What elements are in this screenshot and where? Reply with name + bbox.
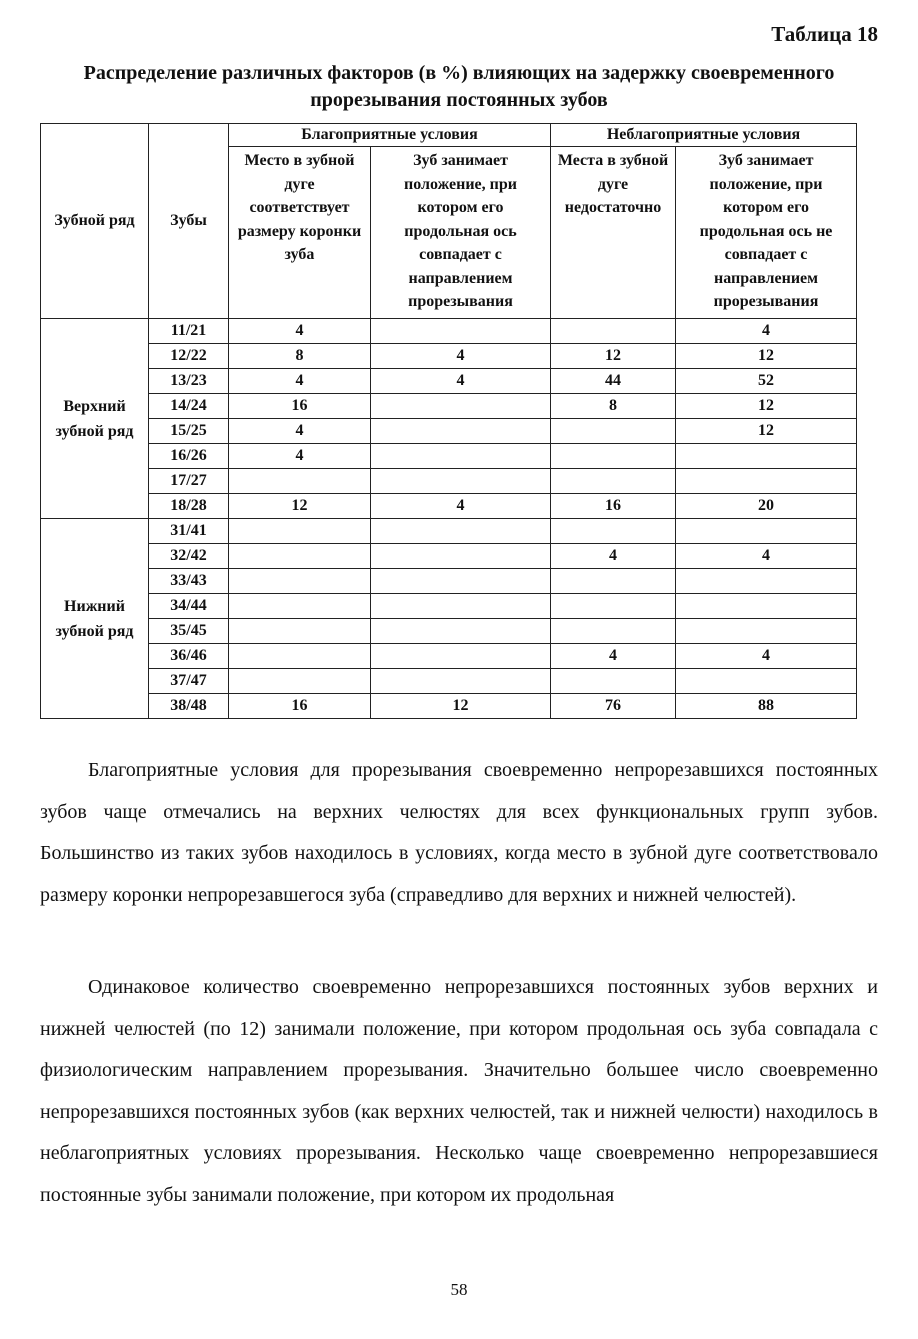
upper-jaw-rows bbox=[41, 319, 857, 519]
table-row bbox=[41, 444, 857, 469]
table-row bbox=[41, 619, 857, 644]
value-cell: 44 bbox=[551, 369, 676, 394]
value-cell bbox=[551, 319, 676, 344]
value-cell: 4 bbox=[229, 319, 371, 344]
value-cell: 16 bbox=[229, 694, 371, 719]
value-cell: 4 bbox=[371, 369, 551, 394]
value-cell bbox=[551, 569, 676, 594]
table-row bbox=[41, 469, 857, 494]
value-cell bbox=[551, 619, 676, 644]
value-cell: 4 bbox=[229, 419, 371, 444]
value-cell bbox=[371, 594, 551, 619]
value-cell bbox=[676, 619, 857, 644]
teeth-cell: 35/45 bbox=[149, 619, 229, 644]
teeth-cell: 36/46 bbox=[149, 644, 229, 669]
value-cell: 4 bbox=[676, 644, 857, 669]
value-cell bbox=[551, 444, 676, 469]
table-row bbox=[41, 494, 857, 519]
value-cell bbox=[551, 519, 676, 544]
value-cell bbox=[371, 419, 551, 444]
value-cell bbox=[676, 669, 857, 694]
teeth-cell: 16/26 bbox=[149, 444, 229, 469]
value-cell: 76 bbox=[551, 694, 676, 719]
teeth-cell: 32/42 bbox=[149, 544, 229, 569]
value-cell bbox=[371, 319, 551, 344]
value-cell bbox=[371, 469, 551, 494]
table-row bbox=[41, 394, 857, 419]
table-row bbox=[41, 694, 857, 719]
table-row bbox=[41, 344, 857, 369]
value-cell bbox=[229, 519, 371, 544]
value-cell bbox=[229, 669, 371, 694]
value-cell: 16 bbox=[229, 394, 371, 419]
jaw-group-label: Нижний зубной ряд bbox=[41, 519, 149, 719]
value-cell: 12 bbox=[229, 494, 371, 519]
value-cell bbox=[371, 394, 551, 419]
table-row bbox=[41, 594, 857, 619]
header-space-fits: Место в зубной дуге соответствует размеру коронки зуба bbox=[229, 147, 371, 319]
value-cell bbox=[371, 669, 551, 694]
value-cell: 16 bbox=[551, 494, 676, 519]
teeth-cell: 15/25 bbox=[149, 419, 229, 444]
value-cell: 8 bbox=[551, 394, 676, 419]
table-row bbox=[41, 519, 857, 544]
value-cell: 20 bbox=[676, 494, 857, 519]
value-cell bbox=[371, 519, 551, 544]
teeth-cell: 11/21 bbox=[149, 319, 229, 344]
value-cell: 12 bbox=[676, 344, 857, 369]
value-cell bbox=[551, 419, 676, 444]
header-axis-mismatch: Зуб занимает положение, при котором его продольная ось не совпадает с направлением прорезывания bbox=[676, 147, 857, 319]
teeth-cell: 14/24 bbox=[149, 394, 229, 419]
value-cell bbox=[371, 619, 551, 644]
paragraph-1: Благоприятные условия для прорезывания своевременно непрорезавшихся постоянных зубов чаще отмечались на верхних челюстях для всех функциональных групп зубов. Большинство из таких зубов находилось в условиях, когда место в зубной дуге соответствовало размеру коронки непрорезавшегося зуба (справедливо для верхних и нижней челюстей). bbox=[40, 759, 878, 906]
value-cell: 4 bbox=[676, 319, 857, 344]
distribution-table bbox=[40, 123, 857, 719]
value-cell bbox=[371, 644, 551, 669]
paragraph-2: Одинаковое количество своевременно непрорезавшихся постоянных зубов верхних и нижней челюстей (по 12) занимали положение, при котором продольная ось зуба совпадала с физиологическим направлением прорезывания. Значительно большее число своевременно непрорезавшихся постоянных зубов (как верхних челюстей, так и нижней челюсти) находилось в неблагоприятных условиях прорезывания. Несколько чаще своевременно непрорезавшиеся постоянные зубы занимали положение, при котором их продольная bbox=[40, 976, 878, 1206]
value-cell: 12 bbox=[676, 419, 857, 444]
value-cell bbox=[676, 444, 857, 469]
header-favorable-group: Благоприятные условия bbox=[229, 124, 551, 147]
value-cell bbox=[676, 594, 857, 619]
value-cell bbox=[371, 544, 551, 569]
value-cell bbox=[229, 619, 371, 644]
table-row bbox=[41, 569, 857, 594]
value-cell: 4 bbox=[551, 644, 676, 669]
value-cell: 4 bbox=[371, 494, 551, 519]
teeth-cell: 31/41 bbox=[149, 519, 229, 544]
value-cell bbox=[551, 669, 676, 694]
page-number: 58 bbox=[450, 1280, 468, 1299]
value-cell: 4 bbox=[229, 444, 371, 469]
value-cell: 4 bbox=[676, 544, 857, 569]
value-cell: 4 bbox=[229, 369, 371, 394]
value-cell: 12 bbox=[676, 394, 857, 419]
value-cell bbox=[676, 569, 857, 594]
teeth-cell: 12/22 bbox=[149, 344, 229, 369]
value-cell: 8 bbox=[229, 344, 371, 369]
value-cell bbox=[676, 519, 857, 544]
teeth-cell: 38/48 bbox=[149, 694, 229, 719]
teeth-cell: 17/27 bbox=[149, 469, 229, 494]
value-cell bbox=[229, 594, 371, 619]
value-cell: 4 bbox=[551, 544, 676, 569]
table-caption: Распределение различных факторов (в %) влияющих на задержку своевременного прорезывания постоянных зубов bbox=[83, 62, 835, 111]
value-cell bbox=[229, 644, 371, 669]
table-row bbox=[41, 669, 857, 694]
value-cell: 12 bbox=[371, 694, 551, 719]
teeth-cell: 33/43 bbox=[149, 569, 229, 594]
value-cell bbox=[229, 469, 371, 494]
value-cell: 52 bbox=[676, 369, 857, 394]
table-number-label: Таблица 18 bbox=[771, 22, 878, 46]
teeth-cell: 37/47 bbox=[149, 669, 229, 694]
value-cell bbox=[229, 569, 371, 594]
teeth-cell: 34/44 bbox=[149, 594, 229, 619]
jaw-group-label: Верхний зубной ряд bbox=[41, 319, 149, 519]
value-cell bbox=[551, 594, 676, 619]
header-unfavorable-group: Неблагоприятные условия bbox=[551, 124, 857, 147]
teeth-cell: 13/23 bbox=[149, 369, 229, 394]
header-teeth: Зубы bbox=[149, 124, 229, 319]
value-cell: 12 bbox=[551, 344, 676, 369]
value-cell bbox=[229, 544, 371, 569]
value-cell bbox=[551, 469, 676, 494]
table-row bbox=[41, 319, 857, 344]
value-cell: 4 bbox=[371, 344, 551, 369]
table-row bbox=[41, 369, 857, 394]
teeth-cell: 18/28 bbox=[149, 494, 229, 519]
value-cell bbox=[371, 444, 551, 469]
value-cell bbox=[676, 469, 857, 494]
table-row bbox=[41, 419, 857, 444]
value-cell bbox=[371, 569, 551, 594]
value-cell: 88 bbox=[676, 694, 857, 719]
lower-jaw-rows bbox=[41, 519, 857, 719]
table-row bbox=[41, 544, 857, 569]
header-space-insufficient: Места в зубной дуге недостаточно bbox=[551, 147, 676, 319]
header-jaw: Зубной ряд bbox=[41, 124, 149, 319]
header-axis-matches: Зуб занимает положение, при котором его продольная ось совпадает с направлением прорезывания bbox=[371, 147, 551, 319]
table-row bbox=[41, 644, 857, 669]
